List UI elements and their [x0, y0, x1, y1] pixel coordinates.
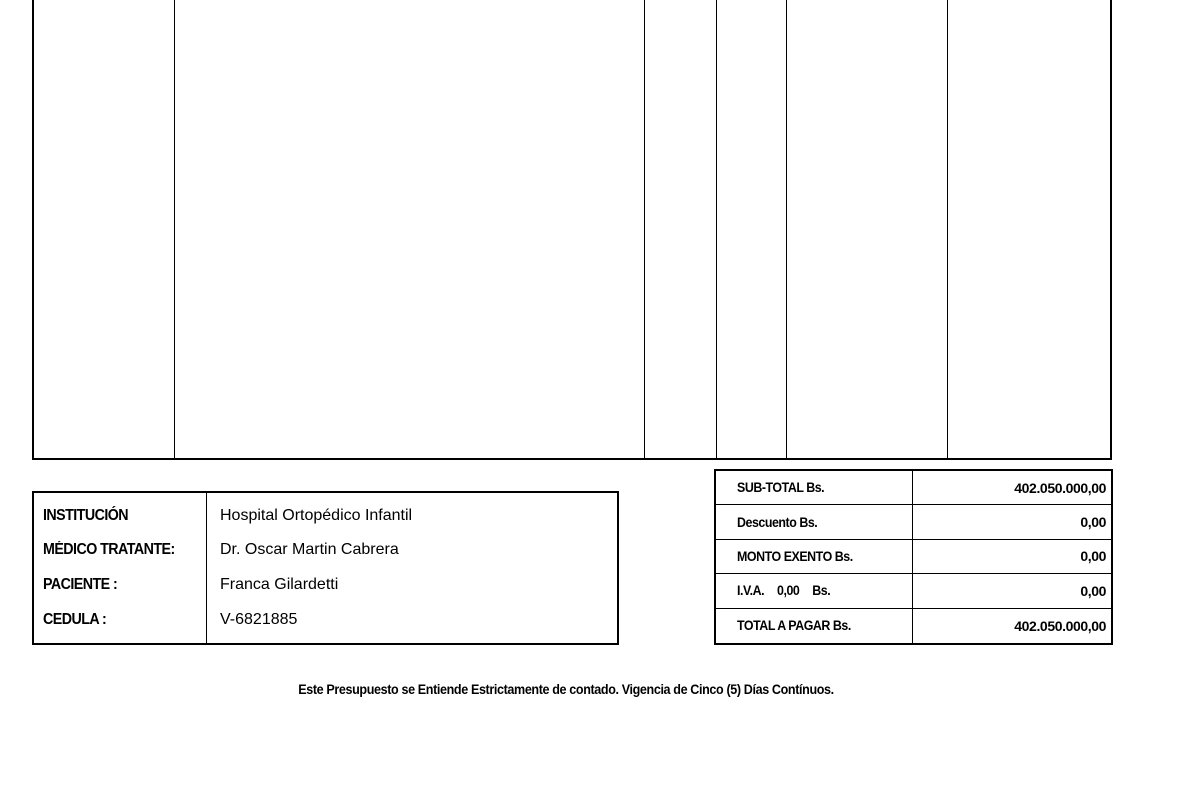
iva-value: 0,00 [1080, 582, 1106, 599]
info-row-institucion [34, 499, 617, 533]
total-value: 402.050.000,00 [1014, 617, 1106, 634]
medico-label: MÉDICO TRATANTE: [43, 541, 175, 558]
institucion-value: Hospital Ortopédico Infantil [220, 507, 413, 524]
totals-box [714, 469, 1113, 645]
items-column-divider [174, 0, 175, 458]
info-row-cedula [34, 603, 617, 637]
subtotal-value: 402.050.000,00 [1014, 479, 1106, 496]
monto-exento-label: MONTO EXENTO Bs. [737, 548, 853, 564]
totals-row-subtotal [716, 471, 1111, 505]
footer-note: Este Presupuesto se Entiende Estrictamente de contado. Vigencia de Cinco (5) Días Contínuos. [298, 682, 834, 697]
descuento-label: Descuento Bs. [737, 514, 818, 530]
totals-row-descuento [716, 505, 1111, 539]
info-row-medico [34, 533, 617, 567]
patient-info-box [32, 491, 619, 645]
iva-rate: 0,00 [777, 583, 800, 599]
items-table [32, 0, 1112, 460]
descuento-value: 0,00 [1080, 514, 1106, 531]
institucion-label: INSTITUCIÓN [43, 507, 129, 524]
items-column-divider [947, 0, 948, 458]
iva-unit: Bs. [812, 583, 831, 599]
cedula-value: V-6821885 [220, 611, 298, 628]
info-row-paciente [34, 568, 617, 602]
items-column-divider [716, 0, 717, 458]
totals-row-iva [716, 574, 1111, 608]
items-column-divider [644, 0, 645, 458]
items-column-divider [786, 0, 787, 458]
subtotal-label: SUB-TOTAL Bs. [737, 480, 825, 496]
totals-row-monto-exento [716, 540, 1111, 574]
iva-label: I.V.A. [737, 583, 765, 599]
medico-value: Dr. Oscar Martin Cabrera [220, 541, 399, 558]
totals-row-total [716, 609, 1111, 643]
total-label: TOTAL A PAGAR Bs. [737, 618, 851, 634]
monto-exento-value: 0,00 [1080, 548, 1106, 565]
cedula-label: CEDULA : [43, 611, 107, 628]
iva-label-group [737, 574, 830, 607]
paciente-value: Franca Gilardetti [220, 576, 339, 593]
paciente-label: PACIENTE : [43, 576, 118, 593]
